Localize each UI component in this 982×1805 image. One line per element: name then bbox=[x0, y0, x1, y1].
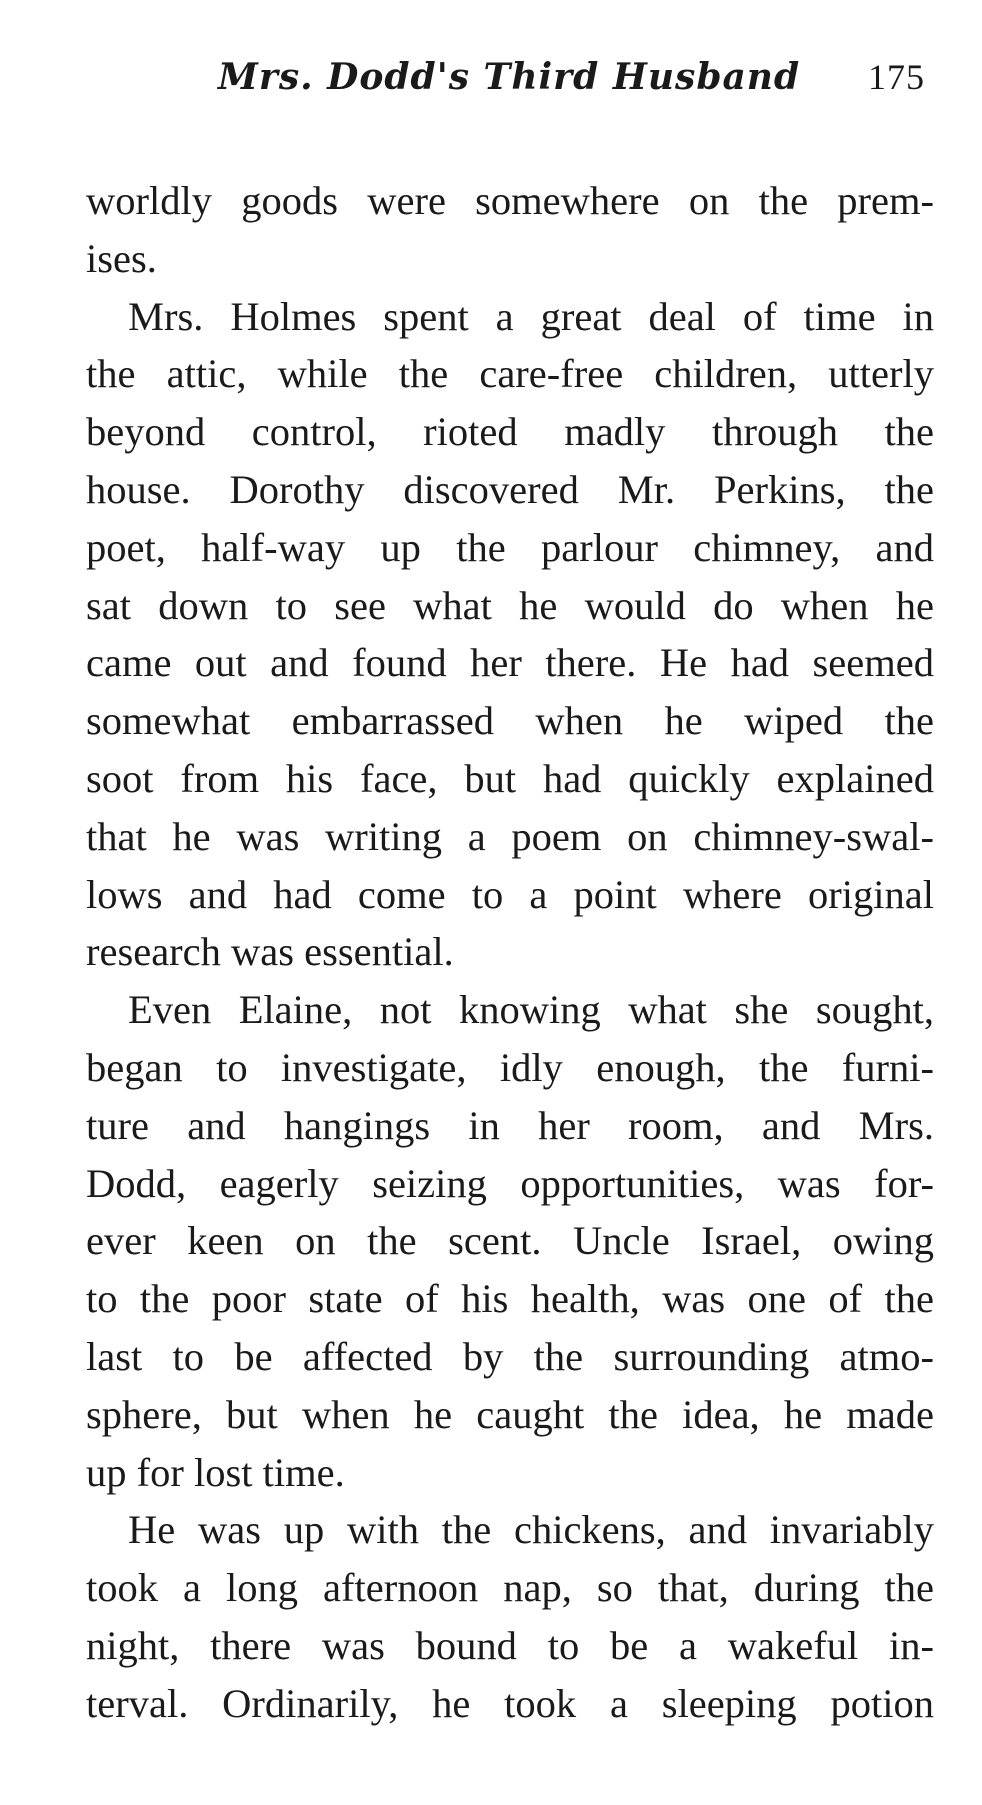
text-line: took a long afternoon nap, so that, during the bbox=[86, 1565, 934, 1611]
text-line: worldly goods were somewhere on the prem- bbox=[86, 178, 934, 223]
text-line: He was up with the chickens, and invariably bbox=[128, 1507, 934, 1553]
text-line: house. Dorothy discovered Mr. Perkins, the bbox=[86, 466, 934, 512]
text-line: that he was writing a poem on chimney-swal- bbox=[86, 813, 934, 859]
text-line: night, there was bound to be a wakeful in- bbox=[86, 1622, 934, 1668]
text-line: to the poor state of his health, was one of the bbox=[86, 1276, 934, 1322]
text-line: began to investigate, idly enough, the furni- bbox=[86, 1044, 934, 1090]
text-line: came out and found her there. He had seemed bbox=[86, 640, 934, 686]
text-line: somewhat embarrassed when he wiped the bbox=[86, 698, 934, 744]
text-line: last to be affected by the surrounding atmo- bbox=[86, 1333, 934, 1379]
body-text bbox=[86, 172, 934, 1733]
paragraph-4 bbox=[86, 1501, 934, 1732]
text-line: ture and hangings in her room, and Mrs. bbox=[86, 1102, 934, 1148]
running-title: Mrs. Dodd's Third Husband bbox=[218, 56, 801, 98]
text-line: terval. Ordinarily, he took a sleeping potion bbox=[86, 1680, 934, 1726]
text-line: soot from his face, but had quickly explained bbox=[86, 755, 934, 801]
text-line: poet, half-way up the parlour chimney, and bbox=[86, 524, 934, 570]
text-line: Dodd, eagerly seizing opportunities, was for- bbox=[86, 1160, 934, 1206]
paragraph-2 bbox=[86, 288, 934, 982]
text-line: ises. bbox=[86, 235, 157, 281]
text-line: sphere, but when he caught the idea, he made bbox=[86, 1391, 934, 1437]
text-line: Even Elaine, not knowing what she sought, bbox=[128, 987, 934, 1033]
text-line: up for lost time. bbox=[86, 1449, 345, 1495]
text-line: lows and had come to a point where original bbox=[86, 871, 934, 917]
text-line: ever keen on the scent. Uncle Israel, owing bbox=[86, 1218, 934, 1264]
running-head bbox=[218, 48, 938, 108]
paragraph-3 bbox=[86, 981, 934, 1501]
text-line: the attic, while the care-free children, utterly bbox=[86, 351, 934, 397]
text-line: sat down to see what he would do when he bbox=[86, 582, 934, 628]
paragraph-1 bbox=[86, 172, 934, 288]
text-line: beyond control, rioted madly through the bbox=[86, 409, 934, 455]
page-number: 175 bbox=[868, 57, 925, 97]
text-line: Mrs. Holmes spent a great deal of time in bbox=[128, 293, 934, 339]
text-line: research was essential. bbox=[86, 929, 454, 975]
